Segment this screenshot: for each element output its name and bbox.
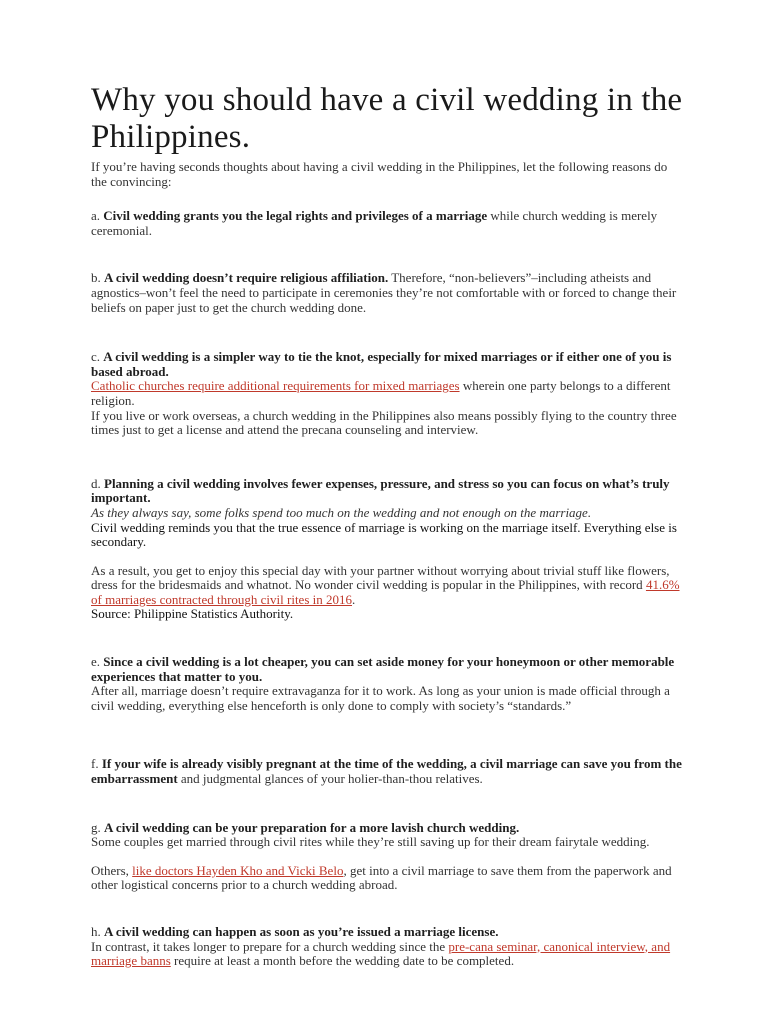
reason-b-heading: A civil wedding doesn’t require religious affiliation. bbox=[104, 270, 389, 286]
reason-d-quote bbox=[91, 506, 683, 521]
reason-d-para2 bbox=[91, 564, 683, 608]
reason-c-body bbox=[91, 379, 683, 408]
reason-a-prefix: a. bbox=[91, 208, 104, 224]
reason-f-text: and judgmental glances of your holier-than-thou relatives. bbox=[177, 771, 483, 787]
reason-h-text-end: require at least a month before the wedding date to be completed. bbox=[170, 953, 515, 969]
reason-g-text: Some couples get married through civil rites while they’re still saving up for their dream fairytale wedding. bbox=[91, 834, 650, 850]
reason-d-line2: Civil wedding reminds you that the true essence of marriage is working on the marriage itself. Everything else is secondary. bbox=[91, 519, 677, 550]
reason-c-text: wherein one party belongs to a different religion. bbox=[91, 378, 671, 408]
civil-rites-statistic-link[interactable]: 41.6% of marriages contracted through civil rites in 2016 bbox=[91, 577, 680, 607]
source-note: Source: Philippine Statistics Authority. bbox=[91, 606, 294, 622]
reason-h-text bbox=[91, 940, 683, 969]
reason-a-text: while church wedding is merely ceremonial. bbox=[91, 208, 658, 238]
reason-h-heading: A civil wedding can happen as soon as you’re issued a marriage license. bbox=[104, 924, 499, 939]
reason-a-heading: Civil wedding grants you the legal rights and privileges of a marriage bbox=[103, 208, 488, 224]
reason-g-para2 bbox=[91, 864, 683, 893]
reason-b-text: Therefore, “non-believers”–including atheists and agnostics–won’t feel the need to participate in ceremonies they’re not comfortable with or forced to change their beliefs on paper just to get the church wedding done. bbox=[91, 270, 677, 315]
reason-c-heading: A civil wedding is a simpler way to tie the knot, especially for mixed marriages or if either one of you is based abroad. bbox=[91, 349, 672, 379]
reason-h bbox=[91, 925, 683, 940]
reason-e bbox=[91, 655, 683, 684]
intro-paragraph: If you’re having seconds thoughts about having a civil wedding in the Philippines, let the following reasons do the convincing: bbox=[91, 159, 668, 189]
reason-e-heading: Since a civil wedding is a lot cheaper, you can set aside money for your honeymoon or other memorable experiences that matter to you. bbox=[91, 654, 675, 684]
reason-b bbox=[91, 271, 683, 315]
mixed-marriages-link[interactable]: Catholic churches require additional requirements for mixed marriages bbox=[91, 378, 460, 394]
reason-d-heading: Planning a civil wedding involves fewer expenses, pressure, and stress so you can focus on what’s truly important. bbox=[91, 475, 670, 506]
reason-d-para2-text: As a result, you get to enjoy this special day with your partner without worrying about trivial stuff like flowers, dress for the bridesmaids and whatnot. No wonder civil wedding is popular in the Philippines, with record bbox=[91, 562, 670, 593]
reason-h-prefix: h. bbox=[91, 924, 104, 939]
reason-d-prefix: d. bbox=[91, 475, 104, 491]
reason-b-prefix: b. bbox=[91, 270, 104, 286]
reason-g-para2-end: , get into a civil marriage to save them from the paperwork and other logistical concerns prior to a church wedding abroad. bbox=[91, 862, 672, 893]
reason-c bbox=[91, 350, 683, 379]
reason-g-prefix: g. bbox=[91, 819, 104, 835]
reason-h-text-start: In contrast, it takes longer to prepare for a church wedding since the bbox=[91, 938, 449, 954]
document-page bbox=[91, 82, 683, 969]
reason-e-prefix: e. bbox=[91, 654, 104, 670]
reason-f-prefix: f. bbox=[91, 756, 102, 772]
reason-c-overseas: If you live or work overseas, a church wedding in the Philippines also means possibly flying to the country three times just to get a license and attend the precana counseling and interview. bbox=[91, 407, 677, 438]
reason-c-prefix: c. bbox=[91, 349, 104, 365]
reason-a bbox=[91, 209, 683, 238]
reason-f bbox=[91, 757, 683, 786]
reason-d-para2-end: . bbox=[352, 591, 356, 607]
reason-g-heading: A civil wedding can be your preparation for a more lavish church wedding. bbox=[104, 819, 520, 835]
page-title: Why you should have a civil wedding in the Philippines. bbox=[91, 82, 683, 155]
quote-text: As they always say, some folks spend too much on the wedding and not enough on the marriage. bbox=[91, 504, 592, 520]
reason-d bbox=[91, 477, 683, 506]
reason-e-text: After all, marriage doesn’t require extravaganza for it to work. As long as your union is made official through a civil wedding, everything else henceforth is only done to comply with society’s “standards.” bbox=[91, 683, 670, 713]
reason-g-para2-start: Others, bbox=[91, 862, 133, 878]
hayden-kho-vicki-belo-link[interactable]: like doctors Hayden Kho and Vicki Belo bbox=[132, 862, 344, 878]
reason-g bbox=[91, 821, 683, 836]
reason-f-heading: If your wife is already visibly pregnant at the time of the wedding, a civil marriage can save you from the embarrassment bbox=[91, 756, 682, 787]
pre-cana-seminar-link[interactable]: pre-cana seminar, canonical interview, and marriage banns bbox=[91, 938, 671, 969]
